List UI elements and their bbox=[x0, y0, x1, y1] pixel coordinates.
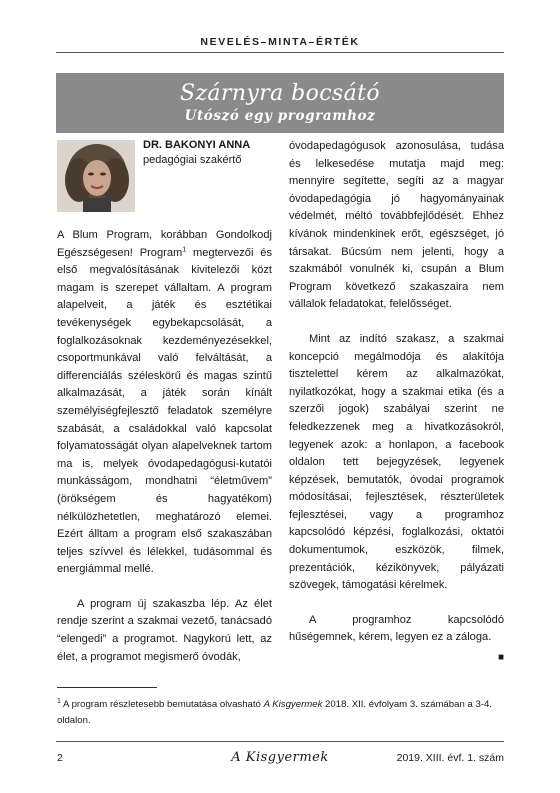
page-number: 2 bbox=[57, 752, 63, 764]
left-column bbox=[57, 227, 272, 666]
footnote-number: 1 bbox=[57, 697, 61, 705]
left-paragraph-1-text-a: A Blum Program, korábban Gondolkodj Egészségesen! Program bbox=[57, 229, 272, 259]
journal-name: A Kisgyermek bbox=[231, 750, 329, 765]
footnote-divider bbox=[57, 687, 157, 688]
end-of-article-mark: ■ bbox=[497, 652, 504, 664]
article-title: Szárnyra bocsátó bbox=[179, 81, 381, 106]
left-paragraph-1-text-b: megtervezői és első megvalósításának kivitelezői közt magam is szerepet vállaltam. A program alapelveit, a játék és esztétikai tevékenységek egybekapcsolását, a foglalkozásoknak kezdeményezésekkel, csoportmunkával való felváltását, a differenciálás széleskörű és magas szintű alkalmazását, a játék során kínált személyiségfejlesztő feladatok személyre szabását, a családokkal való kapcsolat folyamatosságát olyan alapelveknek tartom ma is, melyek óvodapedagógusi-kutatói munkásságom, mondhatni “életművem” (örökségem és hagyatékom) nélkülözhetetlen, meghatározó elemei. Ezért álltam a program első szakaszában teljes szívvel és lélekkel, tudásommal és energiámmal mellé. bbox=[57, 246, 272, 576]
footnote-text-a: A program részletesebb bemutatása olvasható bbox=[60, 699, 264, 710]
author-name: DR. BAKONYI ANNA bbox=[143, 139, 251, 151]
author-role: pedagógiai szakértő bbox=[143, 154, 242, 166]
author-portrait-image bbox=[57, 140, 135, 212]
right-paragraph-1: óvodapedagógusok azonosulása, tudása és lelkesedése mutatja majd meg: mennyire segítette, segíti az a magyar óvodapedagógia jó hagyományainak védelmét, méltó továbbfejlődését. Ehhez kívánok mindenkinek erőt, egészséget, jó társakat. Búcsúm nem jelenti, hogy a szakmából vonulnék ki, csupán a Blum Program következő szakaszaira nem vállalok feladatokat, felelősséget. bbox=[289, 140, 504, 311]
left-paragraph-1 bbox=[57, 227, 272, 579]
footnote bbox=[57, 697, 505, 729]
article-subtitle: Utószó egy programhoz bbox=[184, 108, 376, 124]
footnote-text-b: 2018. XII. évfolyam 3. számában a 3-4. oldalon. bbox=[57, 699, 492, 726]
left-paragraph-2: A program új szakaszba lép. Az élet rendje szerint a szakmai vezető, tanácsadó “elengedi” a programot. Nagykorú lett, az élet, a programot megismerő óvodák, bbox=[57, 597, 272, 663]
issue-info: 2019. XIII. évf. 1. szám bbox=[396, 752, 504, 764]
author-photo bbox=[57, 140, 135, 212]
right-paragraph-2: Mint az indító szakasz, a szakmai koncepció megálmodója és alakítója tisztelettel kérem az alkalmazókat, nyilatkozókat, hogy a szakmai etika (és a szerzői jogok) szabályai szerint ne feledkezzenek meg a hivatkozásokról, legyenek azok: a honlapon, a facebook oldalon tett bejegyzések, legyenek képzések, bemutatók, óvodai programok módosításai, fejlesztések, részterületek fejlesztései, vagy a programhoz kapcsolódó képzési, foglalkozási, oktatói dokumentumok, eszközök, filmek, prezentációk, kézikönyvek, pályázati szövegek, támogatási kérelmek. bbox=[289, 332, 504, 592]
footnote-reference: 1 bbox=[182, 245, 187, 253]
right-column bbox=[289, 138, 504, 667]
header-divider bbox=[56, 52, 504, 53]
title-banner bbox=[56, 73, 504, 133]
section-header: NEVELÉS–MINTA–ÉRTÉK bbox=[200, 36, 360, 48]
footer-divider bbox=[56, 741, 504, 742]
right-paragraph-3: A programhoz kapcsolódó hűségemnek, kérem, legyen ez a záloga. bbox=[289, 613, 504, 644]
footnote-journal-title: A Kisgyermek bbox=[263, 699, 323, 710]
